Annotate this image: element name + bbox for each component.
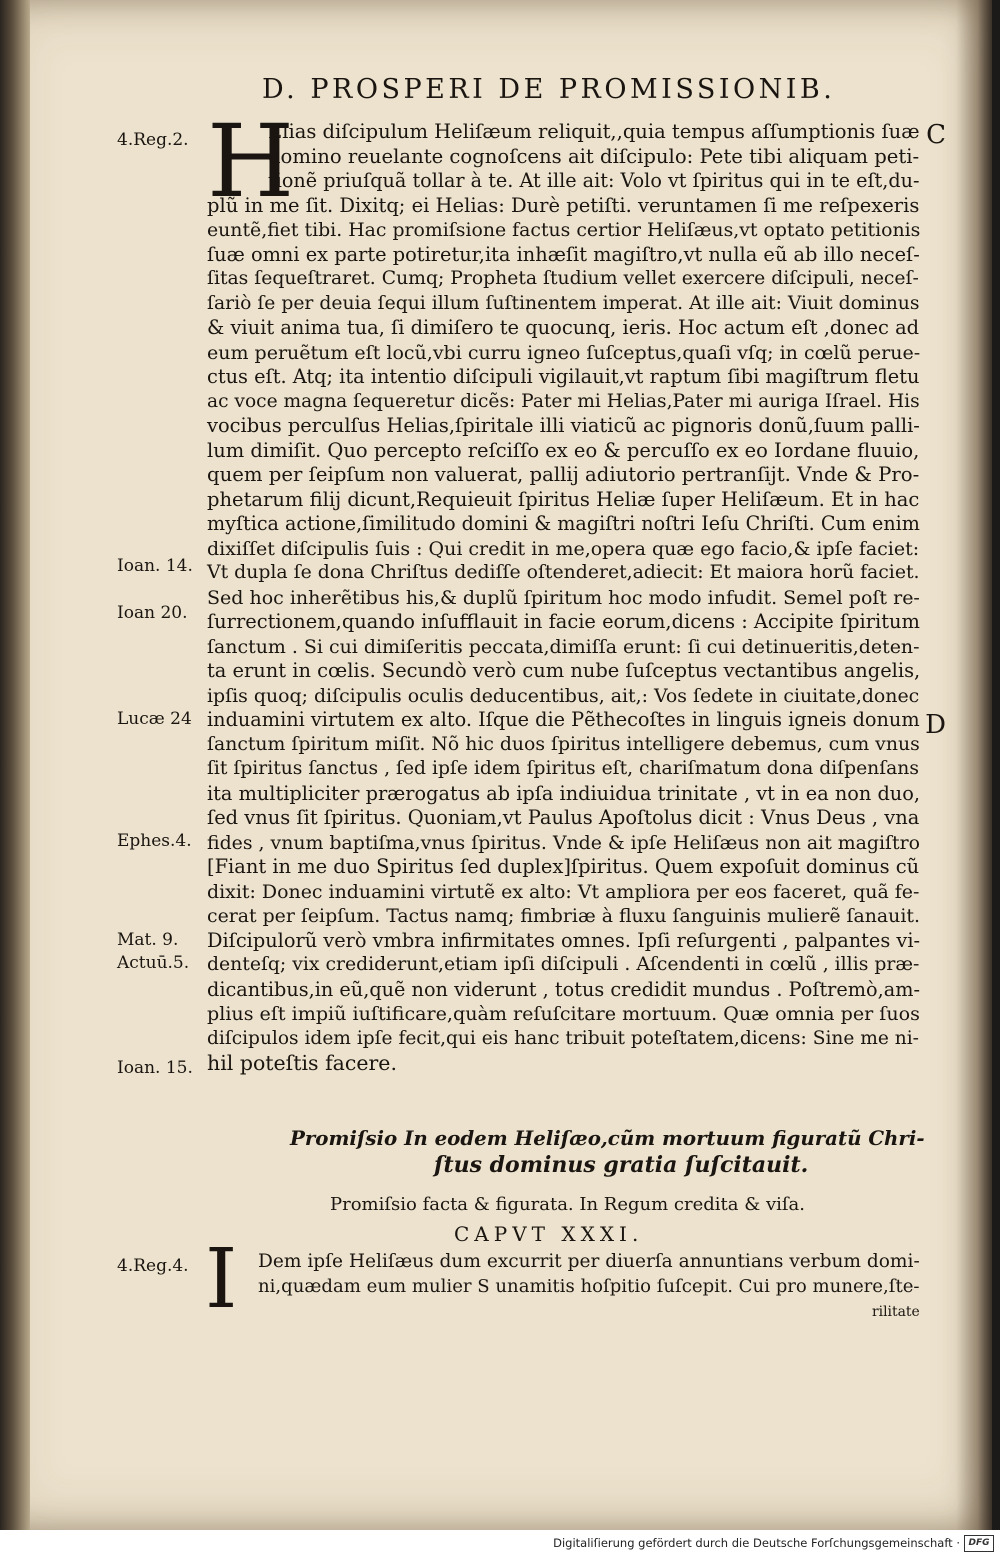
body-line: domino reuelante cognoſcens ait diſcipulo: Pete tibi aliquam peti- xyxy=(268,144,920,168)
body-line: Sed hoc inherẽtibus his,& duplũ ſpiritum hoc modo infudit. Semel poſt re- xyxy=(207,586,920,609)
body-line: ſurrectionem,quando inſufflauit in facie eorum,dicens : Accipite ſpiritum xyxy=(207,610,920,633)
body-line: [Fiant in me duo Spiritus ſed duplex]ſpiritus. Quem expoſuit dominus cũ xyxy=(207,855,920,878)
body-line: ſuæ omni ex parte potiretur,ita inhæſit magiſtro,vt nulla eũ ab illo neceſ- xyxy=(207,242,920,266)
margin-note-lucae-24: Lucæ 24 xyxy=(117,709,192,729)
body-line: dixit: Donec induamini virtutẽ ex alto: Vt ampliora per eos faceret, quã fe- xyxy=(207,880,920,903)
margin-note-4-reg-4: 4.Reg.4. xyxy=(117,1256,189,1276)
body-line: ctus eſt. Atq; ita intentio diſcipuli vigilauit,vt raptum ſibi magiſtrum fletu xyxy=(207,365,920,388)
body-line: ta erunt in cœlis. Secundò verò cum nube ſuſceptus vectantibus angelis, xyxy=(207,659,921,682)
body-line: ſit ſpiritus ſanctus , ſed ipſe idem ſpiritus eſt, chariſmatum dona diſpenſans xyxy=(207,758,919,779)
body-line: denteſq; vix crediderunt,etiam ipſi diſcipuli . Aſcendenti in cœlũ , illis præ- xyxy=(207,954,920,975)
body-line: vocibus perculſus Helias,ſpiritale illi viaticũ ac pignoris donũ,ſuum palli- xyxy=(207,414,920,437)
book-spine xyxy=(0,0,30,1530)
body-line: ita multipliciter prærogatus ab ipſa indiuidua trinitate , vt in ea non duo, xyxy=(207,781,920,805)
margin-note-4-reg-2: 4.Reg.2. xyxy=(117,130,189,150)
body-line: Vt dupla ſe dona Chriſtus dediſſe oſtenderet,adiecit: Et maiora horũ faciet. xyxy=(207,562,920,583)
margin-note-ioan-15: Ioan. 15. xyxy=(117,1058,193,1078)
page-fore-edge xyxy=(956,0,992,1530)
body-line: ſitas ſequeſtraret. Cumq; Propheta ſtudium vellet exercere diſcipuli, neceſ- xyxy=(207,268,919,289)
body-line: diſcipulos idem ipſe fecit,qui eis hanc tribuit poteſtatem,dicens: Sine me ni- xyxy=(207,1027,919,1049)
body-line: ipſis quoq; diſcipulis oculis deducentibus, ait,: Vos ſedete in ciuitate,donec xyxy=(207,684,920,707)
body-line: myſtica actione,ſimilitudo domini & magiſtri noſtri Ieſu Chriſti. Cum enim xyxy=(207,512,920,535)
body-line: tionẽ priuſquã tollar à te. At ille ait: Volo vt ſpiritus qui in te eſt,du- xyxy=(268,169,920,192)
section-letter-c: C xyxy=(926,120,946,150)
dropcap-h: H xyxy=(207,103,295,220)
body-line: Diſcipulorũ verò vmbra infirmitates omnes. Ipſi reſurgenti , palpantes vi- xyxy=(207,928,921,952)
section-letter-d: D xyxy=(925,710,946,740)
running-head: D. PROSPERI DE PROMISSIONIB. xyxy=(262,74,836,105)
body-line: ſanctum ſpiritum miſit. Nõ hic duos ſpiritus intelligere debemus, cum vnus xyxy=(207,733,920,755)
body-line: cerat per ſeipſum. Tactus namq; fimbriæ à fluxu ſanguinis mulierẽ ſanauit. xyxy=(207,905,920,927)
body-line: quem per ſeipſum non valuerat, pallij adiutorio pertranſijt. Vnde & Pro- xyxy=(207,463,920,486)
dfg-logo: DFG xyxy=(964,1535,994,1552)
body-line: dixiſſet diſcipulis ſuis : Qui credit in me,opera quæ ego facio,& ipſe faciet: xyxy=(207,537,920,560)
body-line: plũ in me ſit. Dixitq; ei Helias: Durè petiſti. veruntamen ſi me reſpexeris xyxy=(207,193,920,217)
body-line: lum dimiſit. Quo percepto reſciſſo ex eo & percuſſo ex eo Iordane fluuio, xyxy=(207,438,920,462)
body-line: ſariò ſe per deuia ſequi illum ſuſtinentem imperat. At ille ait: Viuit dominus xyxy=(207,292,920,314)
body-line: hil poteſtis facere. xyxy=(207,1051,397,1075)
margin-note-ioan-14: Ioan. 14. xyxy=(117,556,193,576)
margin-note-ioan-20: Ioan 20. xyxy=(117,603,188,623)
chapter-line-1: Dem ipſe Heliſæus dum excurrit per diuerſa annuntians verbum domi- xyxy=(258,1251,920,1272)
chapter-line-2: ni,quædam eum mulier S unamitis hoſpitio ſuſcepit. Cui pro munere,ſte- xyxy=(258,1276,920,1297)
body-line: ſed vnus ſit ſpiritus. Quoniam,vt Paulus Apoſtolus dicit : Vnus Deus , vna xyxy=(207,806,920,829)
footer-credit: Digitaliſierung gefördert durch die Deutsche Forſchungsgemeinschaft · xyxy=(553,1536,960,1550)
digitization-footer xyxy=(0,1530,1000,1557)
chapter-heading-line-2: ſtus dominus gratia ſuſcitauit. xyxy=(434,1152,809,1178)
body-line: euntẽ,fiet tibi. Hac promiſsione factus certior Heliſæus,vt optato petitionis xyxy=(207,219,921,241)
body-line: phetarum filij dicunt,Requieuit ſpiritus Heliæ ſuper Heliſæum. Et in hac xyxy=(207,487,920,511)
margin-note-ephes-4: Ephes.4. xyxy=(117,831,192,851)
body-line: ac voce magna ſequeretur dicẽs: Pater mi Helias,Pater mi auriga Iſrael. His xyxy=(207,390,920,412)
chapter-subheading: Promiſsio facta & figurata. In Regum credita & viſa. xyxy=(330,1194,805,1215)
body-line: eum peruẽtum eſt locũ,vbi curru igneo ſuſceptus,quaſi vſq; in cœlũ perue- xyxy=(207,341,921,364)
chapter-caput: CAPVT XXXI. xyxy=(454,1222,644,1246)
body-line: & viuit anima tua, ſi dimiſero te quocunq, ieris. Hoc actum eſt ,donec ad xyxy=(207,316,920,339)
body-line: induamini virtutem ex alto. Iſque die Pẽthecoſtes in linguis igneis donum xyxy=(207,708,920,731)
margin-note-mat-9: Mat. 9. xyxy=(117,930,179,950)
margin-note-actuum-5: Actuū.5. xyxy=(117,953,190,973)
body-line: dicantibus,in eũ,quẽ non viderunt , totus credidit mundus . Poſtremò,am- xyxy=(207,977,920,1001)
body-line: Elias diſcipulum Heliſæum reliquit,,quia tempus aſſumptionis ſuæ xyxy=(268,120,920,143)
catchword: rilitate xyxy=(872,1304,920,1320)
chapter-heading-line-1: Promiſsio In eodem Heliſæo,cũm mortuum figuratũ Chri- xyxy=(290,1126,925,1150)
body-line: ſanctum . Si cui dimiſeritis peccata,dimiſſa erunt: ſi cui detinueritis,deten- xyxy=(207,635,920,658)
dropcap-i: I xyxy=(205,1232,238,1327)
body-line: plius eſt impiũ iuſtificare,quàm reſuſcitare mortuum. Quæ omnia per ſuos xyxy=(207,1003,920,1025)
body-line: fides , vnum baptiſma,vnus ſpiritus. Vnde & ipſe Heliſæus non ait magiſtro xyxy=(207,831,921,854)
